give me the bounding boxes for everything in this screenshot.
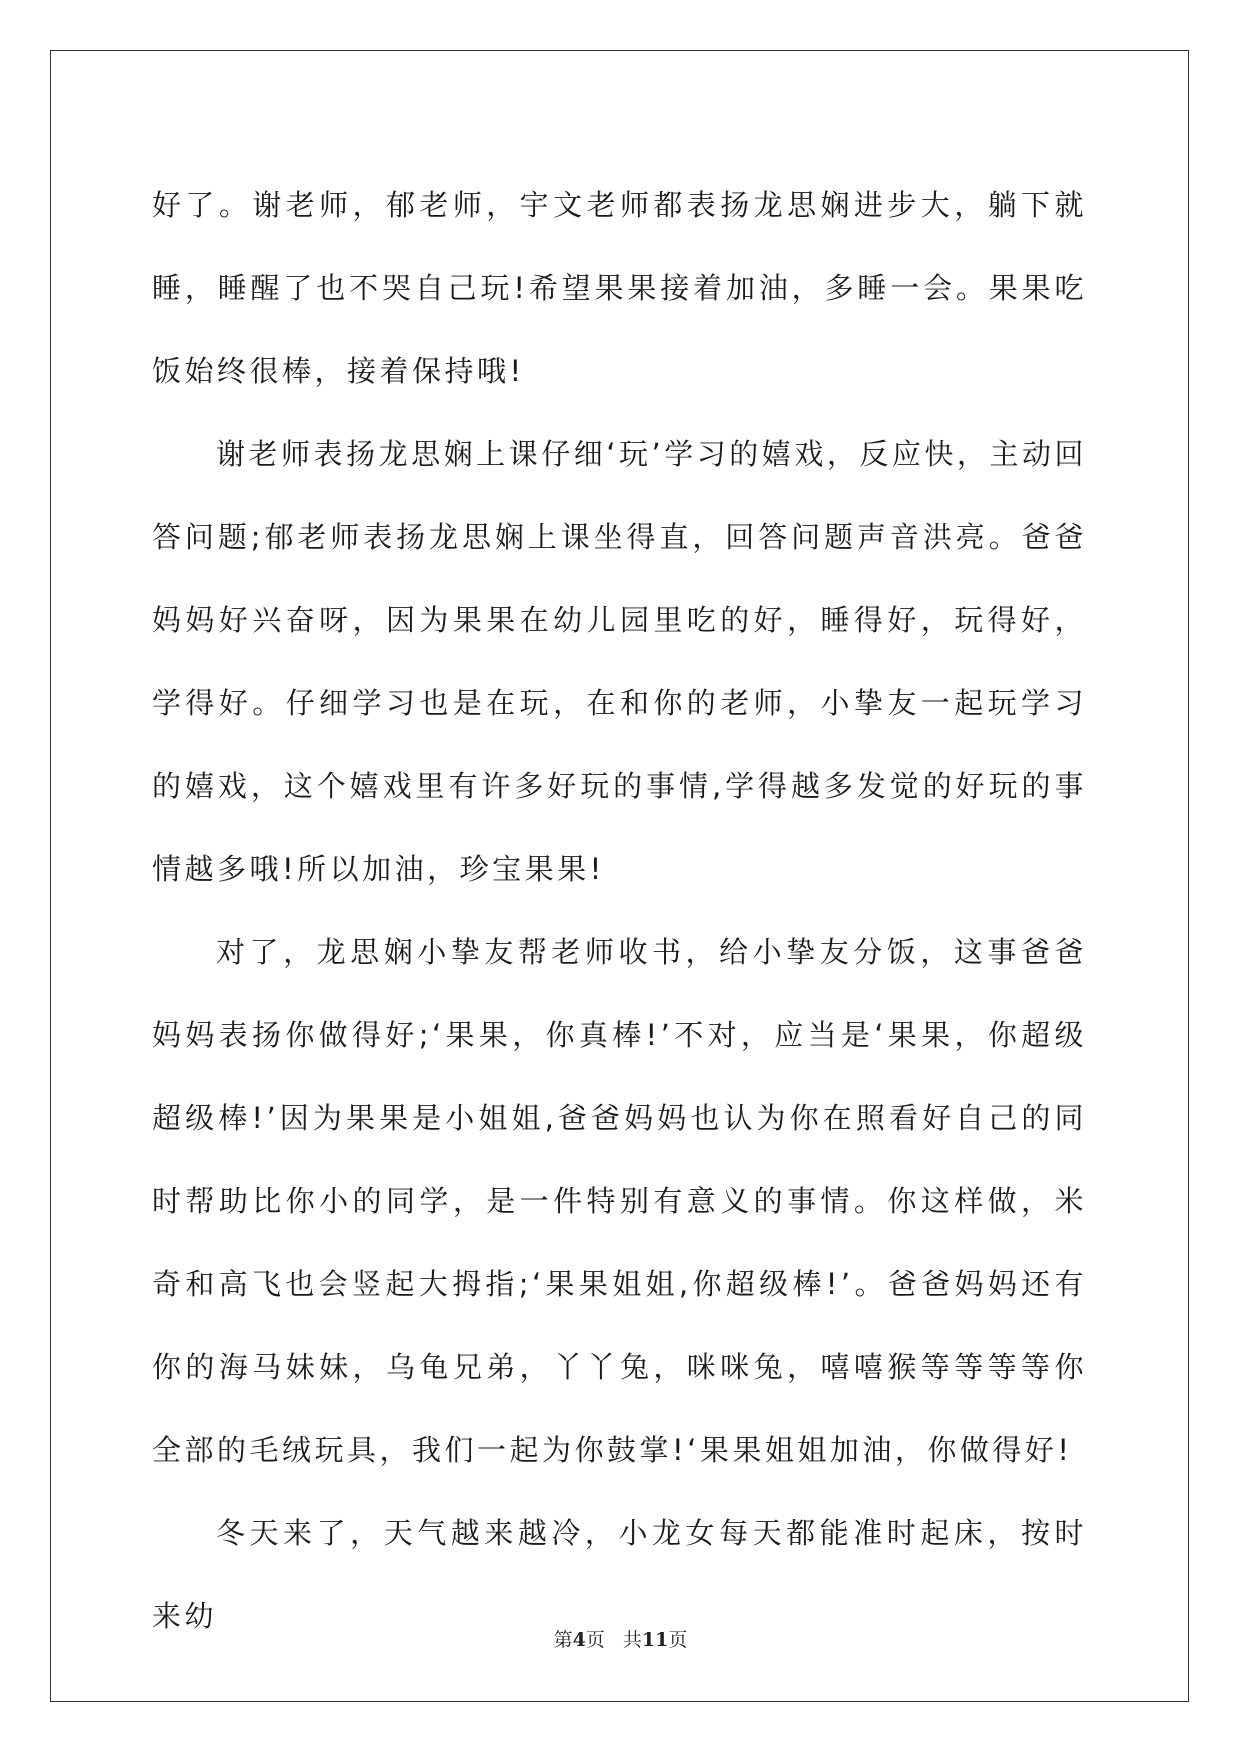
paragraph-1: 好了。谢老师，郁老师，宇文老师都表扬龙思娴进步大，躺下就睡，睡醒了也不哭自己玩!希望果果接着加油，多睡一会。果果吃饭始终很棒，接着保持哦!	[152, 188, 1087, 388]
footer-page-suffix: 页	[585, 1629, 605, 1651]
footer-total-prefix: 共	[622, 1629, 642, 1651]
document-body	[152, 164, 1087, 1658]
paragraph-4: 冬天来了，天气越来越冷，小龙女每天都能准时起床，按时来幼	[152, 1516, 1087, 1633]
paragraph-3: 对了，龙思娴小挚友帮老师收书，给小挚友分饭，这事爸爸妈妈表扬你做得好;‘果果，你真棒!’不对，应当是‘果果，你超级超级棒!’因为果果是小姐姐,爸爸妈妈也认为你在照看好自己的同时帮助比你小的同学，是一件特别有意义的事情。你这样做，米奇和高飞也会竖起大拇指;‘果果姐姐,你超级棒!’。爸爸妈妈还有你的海马妹妹，乌龟兄弟，丫丫兔，咪咪兔，嘻嘻猴等等等等你全部的毛绒玩具，我们一起为你鼓掌!‘果果姐姐加油，你做得好!	[152, 935, 1087, 1467]
total-page-count: 11	[641, 1629, 669, 1651]
page-footer	[0, 1625, 1241, 1652]
paragraph-2: 谢老师表扬龙思娴上课仔细‘玩’学习的嬉戏，反应快，主动回答问题;郁老师表扬龙思娴上课坐得直，回答问题声音洪亮。爸爸妈妈好兴奋呀，因为果果在幼儿园里吃的好，睡得好，玩得好，学得好。仔细学习也是在玩，在和你的老师，小挚友一起玩学习的嬉戏，这个嬉戏里有许多好玩的事情,学得越多发觉的好玩的事情越多哦!所以加油，珍宝果果!	[152, 437, 1087, 886]
footer-total-suffix: 页	[668, 1629, 688, 1651]
footer-prefix: 第	[553, 1629, 573, 1651]
current-page-number: 4	[572, 1629, 586, 1651]
